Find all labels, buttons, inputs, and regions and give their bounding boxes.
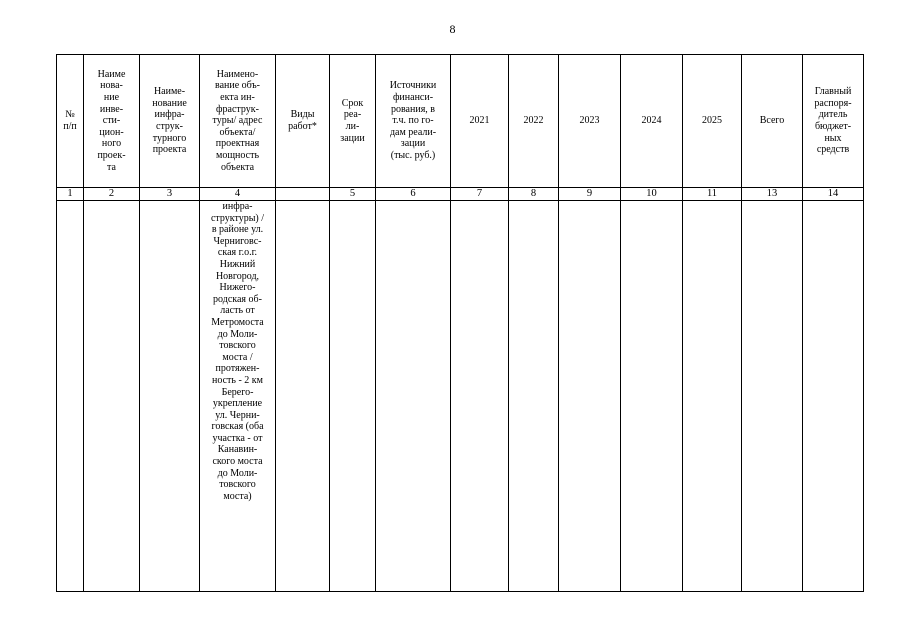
header-cell-1-line: п/п [63,121,77,132]
header-cell-5-line: Виды [290,109,315,121]
header-cell-14 [803,55,864,188]
column-number-cell: 5 [330,188,376,201]
column-number-cell: 11 [683,188,742,201]
header-cell-7-line: зации [400,138,426,150]
header-cell-3 [140,55,200,188]
table-cell [140,201,200,592]
header-cell-7-line: (тыс. руб.) [390,149,436,161]
header-cell-14-line: ных [824,132,842,144]
object-description-cell [200,201,276,592]
table-cell [621,201,683,592]
object-description-cell-line: Черниговс- [213,235,262,247]
header-cell-13-line: Всего [759,115,785,127]
object-description-cell-line: ность - 2 км [212,374,263,386]
object-description-cell-line: протяжен- [215,363,260,375]
header-cell-2-line: сти- [102,115,121,127]
header-cell-4-line: объекта/ [219,126,256,138]
header-cell-7-line: дам реали- [389,126,437,138]
header-cell-3-line: турного [152,132,187,144]
header-cell-8-line: 2021 [469,115,490,127]
table-cell [330,201,376,592]
header-cell-7-line: рования, в [390,103,436,115]
header-cell-4-line: вание объ- [214,80,260,92]
object-description-cell-line: ского моста [212,456,263,468]
object-description-cell-line: товского [219,479,256,491]
table-cell [683,201,742,592]
header-cell-5 [276,55,330,188]
header-cell-2-line: та [107,161,116,173]
table-cell [509,201,559,592]
object-description-cell-line: Канавин- [217,444,258,456]
header-cell-3-line: струк- [156,121,183,132]
column-number-cell: 2 [84,188,140,201]
object-description-cell-line: до Моли- [217,328,258,340]
header-cell-3-line: Наиме- [153,86,186,98]
column-number-cell: 13 [742,188,803,201]
column-number-cell: 1 [57,188,84,201]
column-number-cell: 8 [509,188,559,201]
object-description-cell-line: ская г.о.г. [217,247,258,259]
header-cell-2 [84,55,140,188]
header-cell-2-line: Наиме [97,68,126,80]
table-cell [803,201,864,592]
header-cell-14-line: дитель [818,109,848,121]
table-cell [559,201,621,592]
object-description-cell-line: ул. Черни- [215,409,260,421]
header-cell-11-line: 2024 [641,115,662,127]
column-number-cell: 10 [621,188,683,201]
header-cell-7-line: финанси- [392,92,434,104]
object-description-cell-line: моста / [222,351,253,363]
header-cell-4 [200,55,276,188]
table-cell [276,201,330,592]
header-cell-6-line: реа- [343,109,362,121]
object-description-cell-line: инфра- [222,201,253,212]
header-cell-4-line: туры/ адрес [212,115,263,127]
object-description-cell-line: Новгород, [215,270,260,282]
header-cell-3-line: нование [152,97,187,109]
header-cell-7-line: т.ч. по го- [392,115,434,127]
header-cell-4-line: Наимено- [216,68,259,80]
header-cell-7 [376,55,451,188]
header-cell-9 [509,55,559,188]
header-cell-3-line: инфра- [154,109,185,121]
header-cell-1 [57,55,84,188]
header-cell-12 [683,55,742,188]
object-description-cell-line: в районе ул. [211,224,264,236]
column-number-cell: 7 [451,188,509,201]
header-cell-3-line: проекта [152,144,187,156]
page-number: 8 [449,22,456,36]
header-cell-4-line: мощность [216,149,259,161]
header-cell-14-line: Главный [814,86,852,98]
header-cell-13 [742,55,803,188]
object-description-cell-line: Нижего- [219,282,256,294]
object-description-cell-line: структуры) / [210,212,265,224]
header-cell-2-line: проек- [97,149,126,161]
object-description-cell-line: моста) [223,490,252,502]
table-cell [742,201,803,592]
header-cell-10-line: 2023 [579,115,600,127]
object-description-cell-line: Нижний [219,258,256,270]
object-description-cell-line: товского [219,340,256,352]
table-cell [57,201,84,592]
header-cell-14-line: бюджет- [814,121,852,132]
header-cell-14-line: средств [816,144,850,156]
table-row [57,201,864,592]
table-cell [84,201,140,592]
object-description-cell-line: Берего- [221,386,254,398]
header-cell-5-line: работ* [288,121,317,132]
header-cell-6 [330,55,376,188]
column-number-cell [276,188,330,201]
header-cell-4-line: екта ин- [220,92,255,104]
header-cell-2-line: нова- [100,80,123,92]
object-description-cell-line: родская об- [213,293,262,305]
column-number-cell: 3 [140,188,200,201]
header-cell-9-line: 2022 [523,115,544,127]
object-description-cell-line: участка - от [212,432,263,444]
table-cell [376,201,451,592]
column-number-cell: 9 [559,188,621,201]
header-cell-4-line: фраструк- [216,103,259,115]
column-number-row [57,188,864,201]
header-cell-6-line: Срок [341,97,364,109]
column-number-cell: 14 [803,188,864,201]
header-cell-10 [559,55,621,188]
object-description-cell-line: ласть от [220,305,255,317]
header-cell-4-line: проектная [215,138,260,150]
header-cell-2-line: инве- [99,103,124,115]
object-description-cell-line: до Моли- [217,467,258,479]
header-cell-2-line: ние [103,92,120,104]
object-description-cell-line: укрепление [212,398,263,410]
header-cell-7-line: Источники [389,80,437,92]
header-cell-6-line: ли- [345,121,360,132]
header-cell-4-line: объекта [220,161,255,173]
header-cell-2-line: цион- [99,126,124,138]
object-description-cell-line: говская (оба [211,421,264,433]
investment-projects-table [56,54,864,592]
header-cell-1-line: № [65,109,75,121]
column-number-cell: 4 [200,188,276,201]
header-cell-8 [451,55,509,188]
header-cell-11 [621,55,683,188]
table-cell [451,201,509,592]
table-header-row [57,55,864,188]
header-cell-12-line: 2025 [702,115,722,127]
object-description-cell-line: Метромоста [211,316,264,328]
header-cell-6-line: зации [340,132,365,144]
column-number-cell: 6 [376,188,451,201]
header-cell-14-line: распоря- [814,97,852,109]
header-cell-2-line: ного [101,138,122,150]
